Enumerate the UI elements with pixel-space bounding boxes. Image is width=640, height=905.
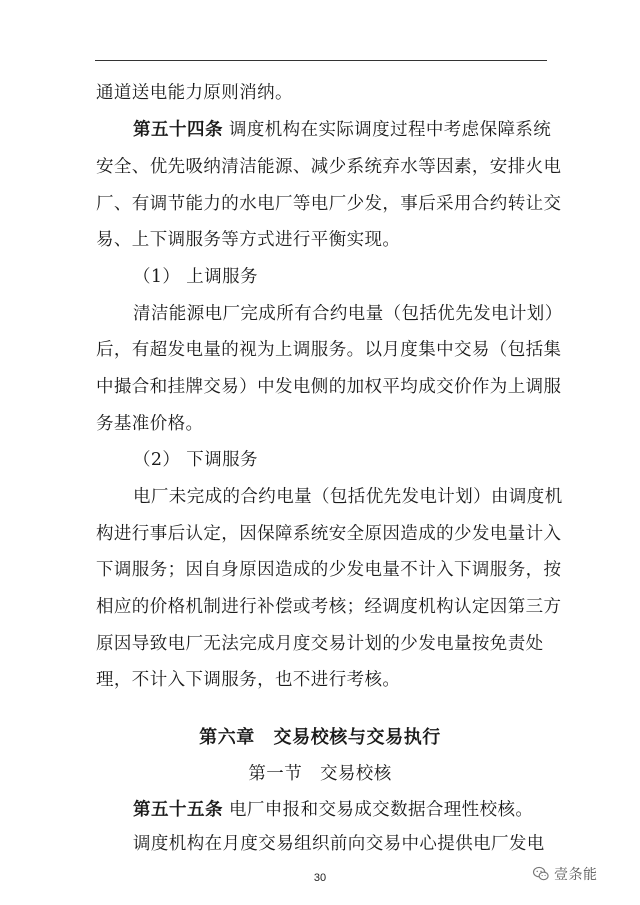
wechat-icon	[532, 865, 550, 883]
article-55-paragraph	[133, 802, 533, 820]
article-55-heading: 第五十五条	[133, 800, 223, 820]
text-line: 下调服务；因自身原因造成的少发电量不计入下调服务，按	[96, 560, 562, 580]
text-line: 中撮合和挂牌交易）中发电侧的加权平均成交价作为上调服	[96, 377, 562, 397]
text-line: 通道送电能力原则消纳。	[96, 83, 293, 103]
section-title: 第一节 交易校核	[248, 764, 392, 784]
header-rule	[95, 60, 547, 61]
watermark-text: 壹条能	[554, 867, 598, 883]
text-line: 电厂未完成的合约电量（包括优先发电计划）由调度机	[133, 487, 563, 507]
article-54-paragraph	[133, 122, 551, 140]
article-54-heading: 第五十四条	[133, 120, 223, 140]
text-line: 清洁能源电厂完成所有合约电量（包括优先发电计划）	[133, 304, 563, 324]
text-line: 调度机构在实际调度过程中考虑保障系统	[228, 120, 552, 140]
text-line: 相应的价格机制进行补偿或考核；经调度机构认定因第三方	[96, 597, 562, 617]
text-line: 理，不计入下调服务，也不进行考核。	[96, 670, 401, 690]
text-line: 电厂申报和交易成交数据合理性校核。	[228, 800, 534, 820]
text-line: 调度机构在月度交易组织前向交易中心提供电厂发电	[133, 834, 545, 854]
subheading-up-regulation: （1） 上调服务	[133, 267, 258, 287]
text-line: 厂、有调节能力的水电厂等电厂少发，事后采用合约转让交	[96, 194, 562, 214]
text-line: 后，有超发电量的视为上调服务。以月度集中交易（包括集	[96, 340, 562, 360]
chapter-title: 第六章 交易校核与交易执行	[199, 727, 441, 748]
page-number: 30	[313, 872, 327, 884]
watermark	[532, 864, 598, 884]
subheading-down-regulation: （2） 下调服务	[133, 450, 258, 470]
text-line: 务基准价格。	[96, 414, 204, 434]
text-line: 易、上下调服务等方式进行平衡实现。	[96, 230, 401, 250]
text-line: 构进行事后认定，因保障系统安全原因造成的少发电量计入	[96, 524, 562, 544]
text-line: 原因导致电厂无法完成月度交易计划的少发电量按免责处	[96, 634, 544, 654]
text-line: 安全、优先吸纳清洁能源、减少系统弃水等因素，安排火电	[96, 157, 562, 177]
